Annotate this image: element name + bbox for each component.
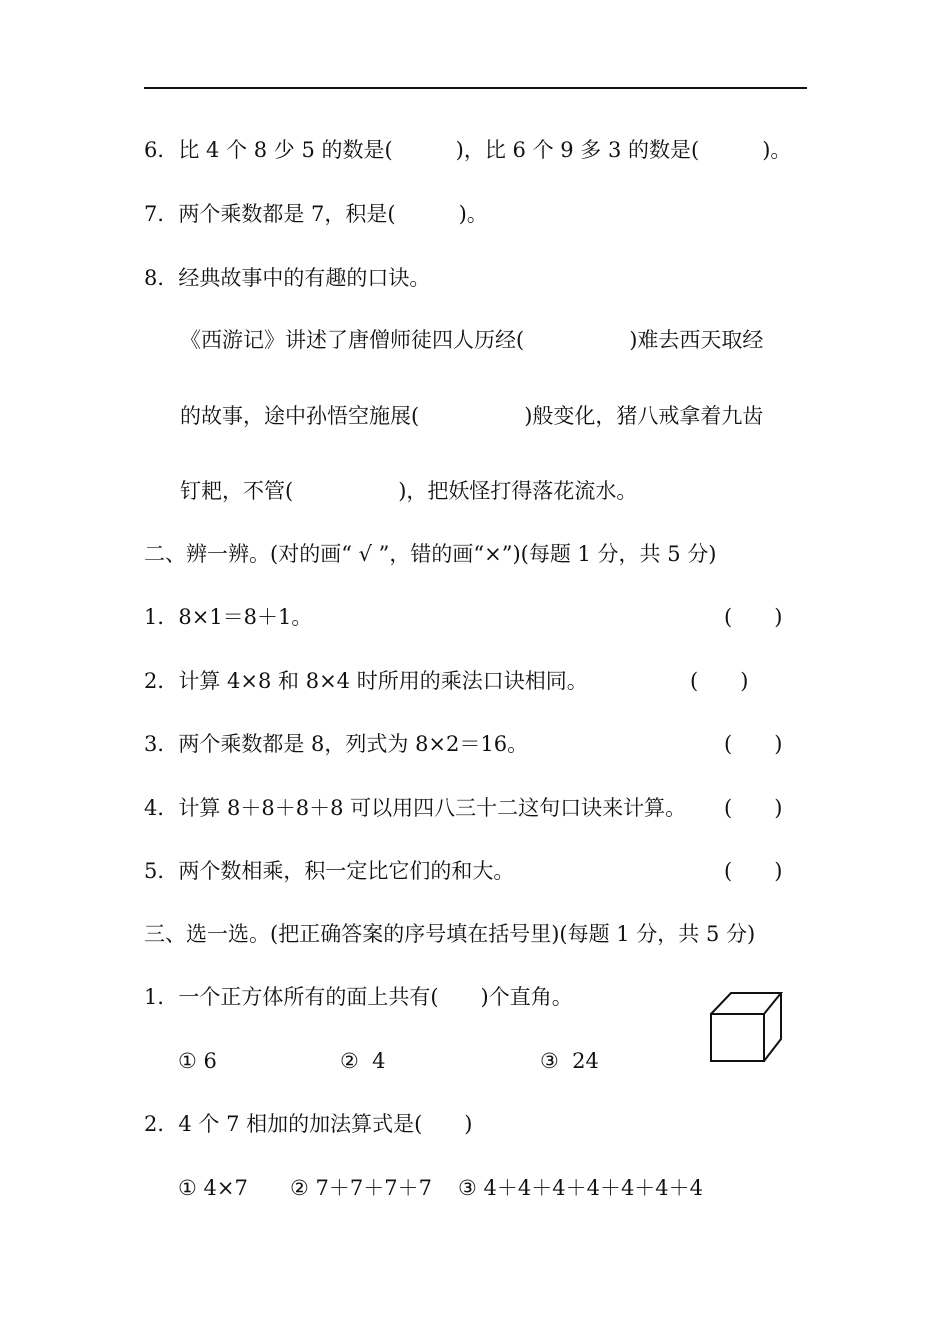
cube-figure	[708, 990, 784, 1064]
choose-question-2: 2．4 个 7 相加的加法算式是( )	[144, 1112, 473, 1136]
judge-answer-5[interactable]: ( )	[724, 859, 783, 883]
choose-q1-option-3[interactable]: ③ 24	[540, 1049, 599, 1073]
judge-item-2: 2．计算 4×8 和 8×4 时所用的乘法口诀相同。	[144, 669, 588, 693]
judge-item-1: 1．8×1＝8＋1。	[144, 605, 313, 629]
judge-item-5: 5．两个数相乘，积一定比它们的和大。	[144, 859, 515, 883]
question-6: 6．比 4 个 8 少 5 的数是( )，比 6 个 9 多 3 的数是( )。	[144, 138, 792, 162]
section-choose-heading: 三、选一选。(把正确答案的序号填在括号里)(每题 1 分，共 5 分)	[144, 922, 756, 946]
question-8-line-3: 钉耙，不管( )，把妖怪打得落花流水。	[180, 479, 638, 503]
judge-answer-3[interactable]: ( )	[724, 732, 783, 756]
choose-q1-option-1[interactable]: ① 6	[178, 1049, 217, 1073]
question-7: 7．两个乘数都是 7，积是( )。	[144, 202, 488, 226]
question-8-line-2: 的故事，途中孙悟空施展( )般变化，猪八戒拿着九齿	[180, 404, 764, 428]
choose-q2-option-3[interactable]: ③ 4＋4＋4＋4＋4＋4＋4	[458, 1176, 704, 1200]
header-rule	[144, 87, 807, 89]
choose-q1-option-2[interactable]: ② 4	[340, 1049, 386, 1073]
judge-answer-2[interactable]: ( )	[690, 669, 749, 693]
section-judge-heading: 二、辨一辨。(对的画“ √ ”，错的画“×”)(每题 1 分，共 5 分)	[144, 542, 717, 566]
question-8-title: 8．经典故事中的有趣的口诀。	[144, 266, 431, 290]
choose-question-1: 1．一个正方体所有的面上共有( )个直角。	[144, 985, 573, 1009]
choose-q2-option-2[interactable]: ② 7＋7＋7＋7	[290, 1176, 432, 1200]
judge-item-3: 3．两个乘数都是 8，列式为 8×2＝16。	[144, 732, 529, 756]
judge-item-4: 4．计算 8＋8＋8＋8 可以用四八三十二这句口诀来计算。	[144, 796, 687, 820]
judge-answer-4[interactable]: ( )	[724, 796, 783, 820]
cube-top-face	[711, 993, 781, 1014]
question-8-line-1: 《西游记》讲述了唐僧师徒四人历经( )难去西天取经	[180, 328, 764, 352]
cube-front-face	[711, 1014, 764, 1061]
judge-answer-1[interactable]: ( )	[724, 605, 783, 629]
choose-q2-option-1[interactable]: ① 4×7	[178, 1176, 248, 1200]
